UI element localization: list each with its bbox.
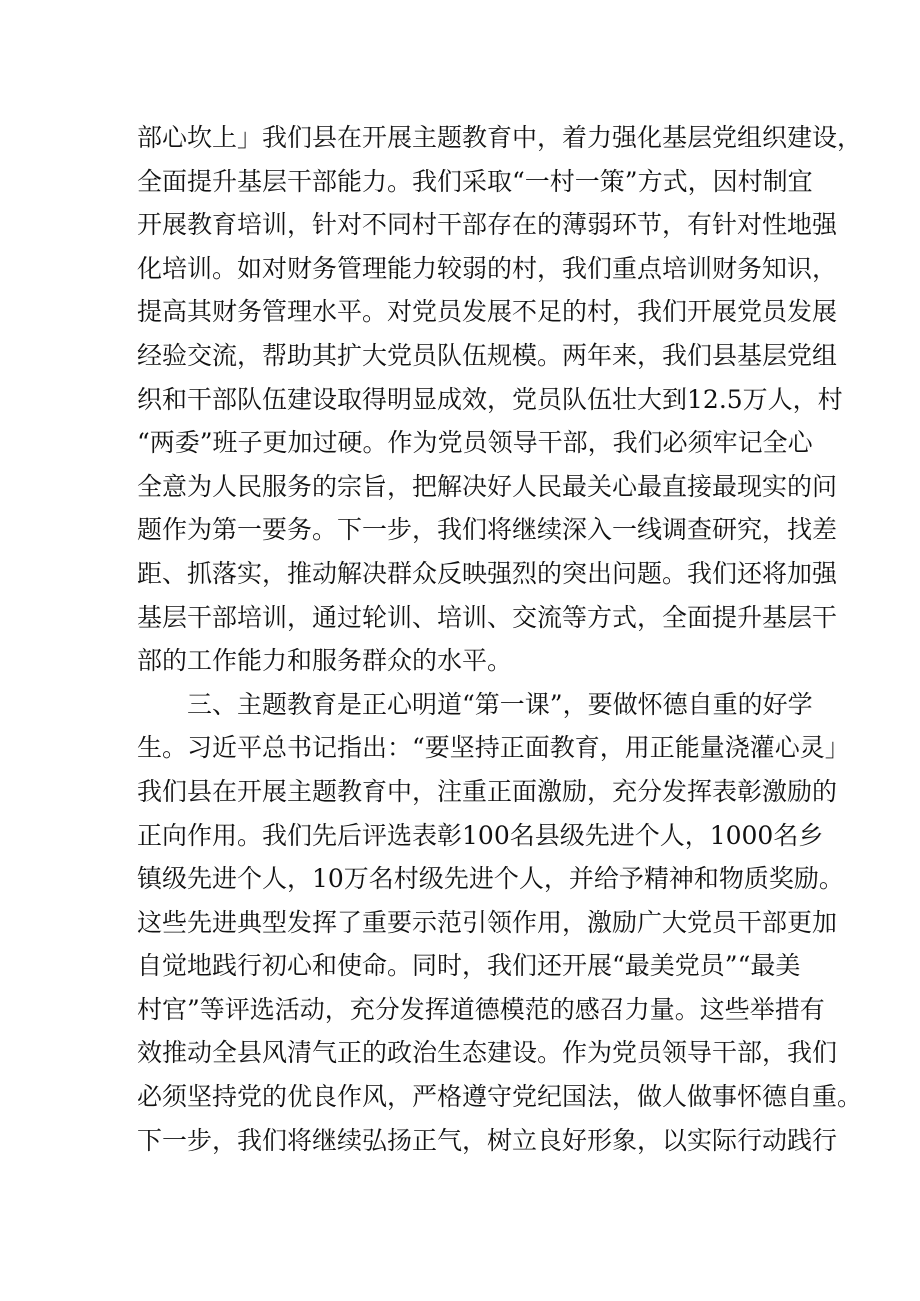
text-line: 经验交流，帮助其扩大党员队伍规模。两年来，我们县基层党组 bbox=[137, 340, 838, 370]
section-heading-line: 三、主题教育是正心明道“第一课”，要做怀德自重的好学 bbox=[187, 689, 813, 719]
text-line: “两委”班子更加过硬。作为党员领导干部，我们必须牢记全心 bbox=[137, 428, 813, 458]
text-line: 全面提升基层干部能力。我们采取“一村一策”方式，因村制宜 bbox=[137, 166, 813, 196]
text-line: 效推动全县风清气正的政治生态建设。作为党员领导干部，我们 bbox=[137, 1038, 838, 1068]
text-line: 正向作用。我们先后评选表彰100名县级先进个人，1000名乡 bbox=[137, 820, 824, 850]
text-line: 自觉地践行初心和使命。同时，我们还开展“最美党员”“最美 bbox=[137, 951, 801, 981]
text-line: 部心坎上」我们县在开展主题教育中，着力强化基层党组织建设， bbox=[137, 123, 863, 152]
text-line: 织和干部队伍建设取得明显成效，党员队伍壮大到12.5万人，村 bbox=[137, 384, 843, 414]
text-line: 必须坚持党的优良作风，严格遵守党纪国法，做人做事怀德自重。 bbox=[137, 1082, 863, 1112]
text-line: 我们县在开展主题教育中，注重正面激励，充分发挥表彰激励的 bbox=[137, 776, 838, 806]
text-line: 开展教育培训，针对不同村干部存在的薄弱环节，有针对性地强 bbox=[137, 210, 838, 240]
text-line: 全意为人民服务的宗旨，把解决好人民最关心最直接最现实的问 bbox=[137, 471, 838, 501]
text-line: 题作为第一要务。下一步，我们将继续深入一线调查研究，找差 bbox=[137, 515, 838, 545]
text-line: 镇级先进个人，10万名村级先进个人，并给予精神和物质奖励。 bbox=[137, 864, 844, 894]
text-line: 部的工作能力和服务群众的水平。 bbox=[137, 646, 513, 676]
text-line: 化培训。如对财务管理能力较弱的村，我们重点培训财务知识， bbox=[137, 253, 838, 283]
text-line: 下一步，我们将继续弘扬正气，树立良好形象，以实际行动践行 bbox=[137, 1125, 838, 1155]
body-text bbox=[137, 116, 863, 1162]
text-line: 基层干部培训，通过轮训、培训、交流等方式，全面提升基层干 bbox=[137, 602, 838, 632]
text-line: 这些先进典型发挥了重要示范引领作用，激励广大党员干部更加 bbox=[137, 907, 838, 937]
text-line: 提高其财务管理水平。对党员发展不足的村，我们开展党员发展 bbox=[137, 297, 838, 327]
text-line: 距、抓落实，推动解决群众反映强烈的突出问题。我们还将加强 bbox=[137, 558, 838, 588]
paragraph-1 bbox=[137, 116, 863, 683]
text-line: 生。习近平总书记指出：“要坚持正面教育，用正能量浇灌心灵」 bbox=[137, 733, 850, 763]
paragraph-2 bbox=[137, 683, 863, 1163]
text-line: 村官”等评选活动，充分发挥道德模范的感召力量。这些举措有 bbox=[137, 994, 825, 1024]
